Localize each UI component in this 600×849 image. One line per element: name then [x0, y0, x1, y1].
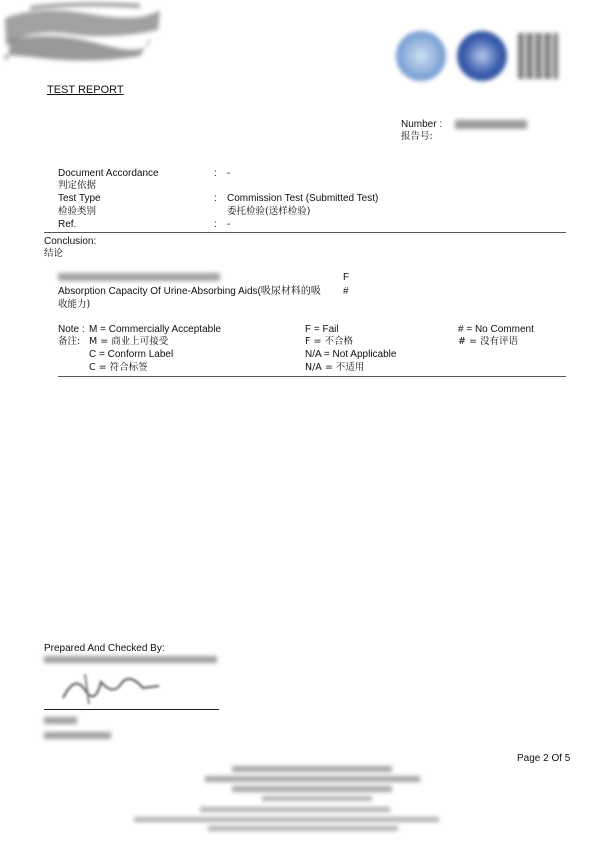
conclusion-item-line1: Absorption Capacity Of Urine-Absorbing Aids(吸尿材料的吸 [58, 286, 321, 297]
footer-address-line-4 [262, 796, 372, 801]
test-type-label-cn: 检验类别 [58, 206, 97, 217]
document-accordance-label-cn: 判定依据 [58, 180, 97, 191]
accreditation-logo-1 [396, 31, 446, 81]
note-c-cn: C = 符合标签 [89, 362, 148, 373]
note-prefix: Note : [58, 324, 85, 335]
note-hash-cn: # = 没有评语 [458, 336, 518, 347]
report-number-label: Number : [401, 119, 443, 130]
lab-name-line [44, 656, 217, 663]
tested-item-name [58, 273, 220, 281]
note-f-cn: F = 不合格 [305, 336, 353, 347]
test-type-value: Commission Test (Submitted Test) [227, 193, 379, 204]
divider-top [44, 232, 566, 233]
conclusion-result-2: # [343, 286, 349, 297]
test-type-label: Test Type [58, 193, 101, 204]
note-c-en: C = Conform Label [89, 349, 174, 360]
conclusion-label-cn: 结论 [44, 248, 64, 259]
signature-image [55, 668, 165, 708]
report-title: TEST REPORT [47, 84, 124, 96]
footer-address-line-3 [232, 786, 392, 792]
company-letterhead-logo [0, 0, 165, 68]
footer-address-line-5 [200, 807, 390, 812]
accreditation-logo-2 [457, 31, 507, 81]
report-number-value [455, 120, 527, 129]
footer-address-line-6 [134, 817, 439, 822]
ref-label: Ref. [58, 219, 77, 230]
qr-code-image [518, 33, 558, 79]
footer-address-line-7 [208, 826, 398, 831]
document-accordance-colon: : [214, 168, 217, 179]
report-number-label-cn: 报告号: [401, 131, 433, 142]
document-accordance-label: Document Accordance [58, 168, 159, 179]
footer-address-line-1 [232, 766, 392, 772]
document-accordance-value: - [227, 168, 231, 179]
note-m-en: M = Commercially Acceptable [89, 324, 221, 335]
divider-bottom [58, 376, 566, 377]
ref-colon: : [214, 219, 217, 230]
signer-title [44, 732, 111, 739]
note-m-cn: M = 商业上可接受 [89, 336, 169, 347]
test-type-value-cn: 委托检验(送样检验) [227, 206, 311, 217]
note-f-en: F = Fail [305, 324, 339, 335]
conclusion-item-line2: 收能力) [58, 299, 91, 310]
footer-address-line-2 [205, 776, 420, 782]
note-na-cn: N/A = 不适用 [305, 362, 365, 373]
note-na-en: N/A = Not Applicable [305, 349, 397, 360]
ref-value: - [227, 219, 231, 230]
note-hash-en: # = No Comment [458, 324, 534, 335]
test-type-colon: : [214, 193, 217, 204]
page-number: Page 2 Of 5 [517, 753, 571, 764]
note-prefix-cn: 备注: [58, 336, 81, 347]
conclusion-result-1: F [343, 272, 350, 283]
signature-line [44, 709, 219, 710]
prepared-by-label: Prepared And Checked By: [44, 643, 165, 654]
conclusion-label: Conclusion: [44, 236, 97, 247]
signer-name [44, 717, 77, 724]
